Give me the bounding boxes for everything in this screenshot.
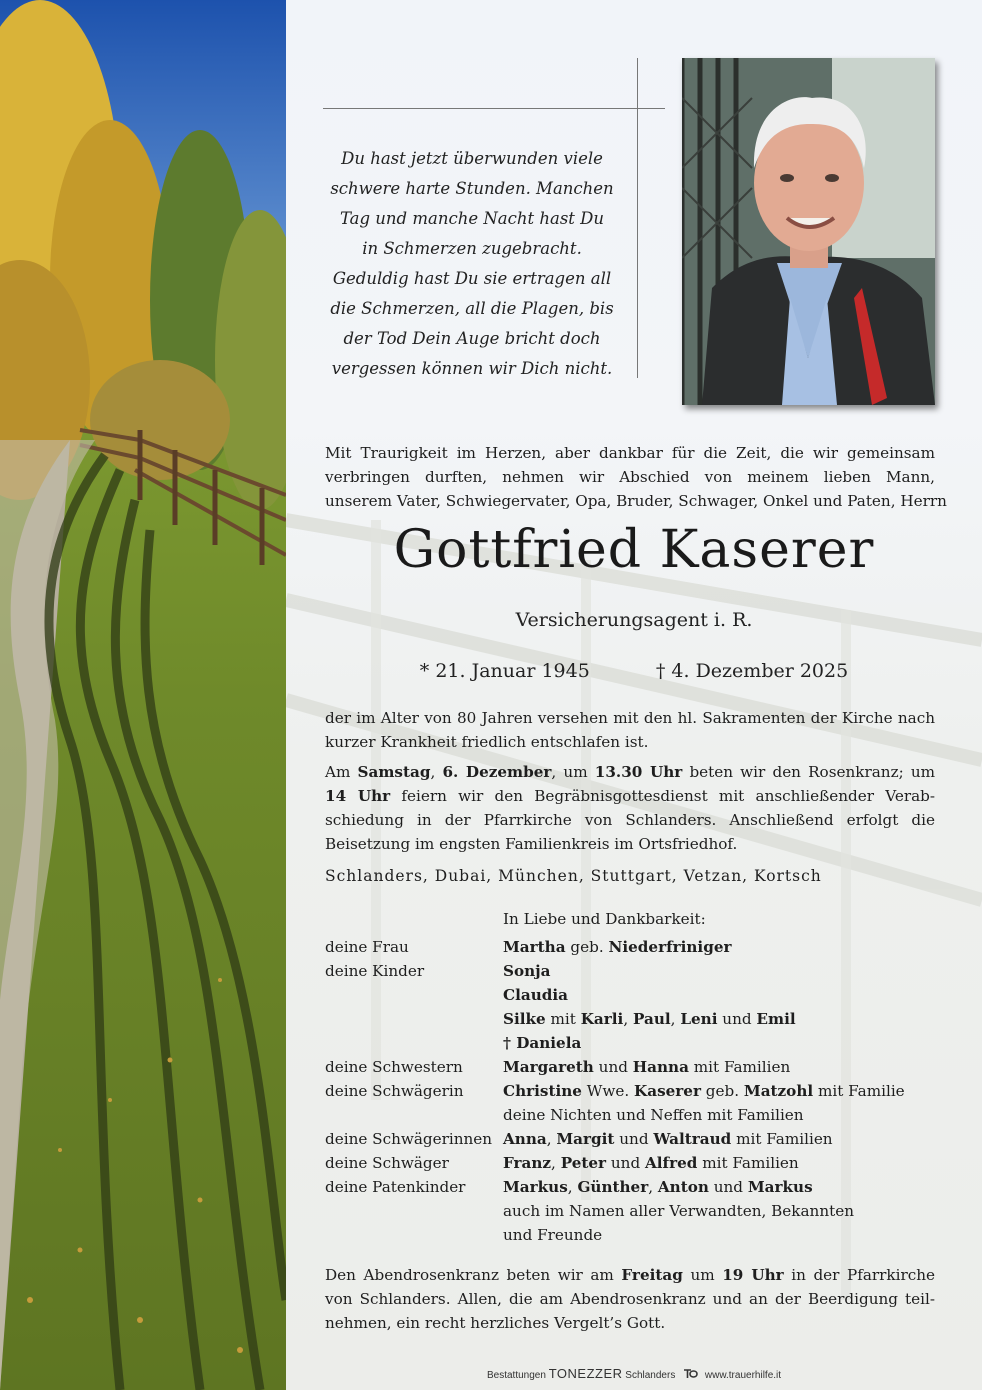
poem-line: Tag und manche Nacht hast Du <box>339 209 605 228</box>
person-name: Emil <box>756 1010 796 1028</box>
family-row <box>325 1127 945 1151</box>
person-name: Karli <box>580 1010 624 1028</box>
person-name: Anna <box>503 1130 547 1148</box>
family-row <box>325 1055 945 1079</box>
relation-label: deine Schwägerinnen <box>325 1130 493 1148</box>
family-connector: und <box>598 1058 628 1076</box>
relation-label <box>325 1223 503 1247</box>
person-name: Margit <box>556 1130 615 1148</box>
person-name: Niederfriniger <box>608 938 732 956</box>
family-names: Anna, Margit und Waltraud mit Familien <box>503 1130 833 1148</box>
closing-time: 19 Uhr <box>722 1266 784 1284</box>
family-connector: mit Familien <box>693 1058 791 1076</box>
footer-town: Schlanders <box>625 1370 676 1381</box>
poem-line: die Schmerzen, all die Plagen, bis <box>330 299 614 318</box>
footer-url: www.trauerhilfe.it <box>704 1370 782 1381</box>
intro-line: verbringen durften, nehmen wir Abschied von meinem lieben Mann, <box>325 468 935 486</box>
funeral-rest: feiern wir den Begräbnisgottesdienst mit anschließender Verab- <box>401 787 936 805</box>
family-connector: und <box>610 1154 641 1172</box>
poem-line: schwere harte Stunden. Manchen <box>330 179 614 198</box>
thanks-heading: In Liebe und Dankbarkeit: <box>503 910 706 928</box>
relation-label: deine Schwestern <box>325 1058 463 1076</box>
person-name: Hanna <box>632 1058 689 1076</box>
relation-label <box>325 983 503 1007</box>
family-connector: und <box>713 1178 744 1196</box>
footer <box>286 1366 982 1383</box>
family-connector: und <box>722 1010 752 1028</box>
relation-label <box>325 1199 503 1223</box>
person-name: † Daniela <box>503 1034 582 1052</box>
funeral-info <box>325 760 935 856</box>
family-row <box>325 1079 945 1103</box>
person-name: Paul <box>632 1010 671 1028</box>
family-connector: geb. <box>570 938 604 956</box>
death-notice-line: kurzer Krankheit friedlich entschlafen ist. <box>325 733 649 751</box>
death-notice-line: der im Alter von 80 Jahren versehen mit den hl. Sakramenten der Kirche nach <box>325 709 935 727</box>
poem-line: Du hast jetzt überwunden viele <box>341 149 603 168</box>
birth-date: * 21. Januar 1945 <box>419 660 590 682</box>
funeral-line <box>325 784 935 808</box>
funeral-time-mass: 14 Uhr <box>325 787 391 805</box>
person-name: Leni <box>680 1010 718 1028</box>
intro-text <box>325 441 947 513</box>
person-name: Sonja <box>503 962 551 980</box>
deceased-profession: Versicherungsagent i. R. <box>515 609 753 631</box>
funeral-date: 6. Dezember <box>442 763 552 781</box>
death-notice <box>325 706 935 754</box>
cross-horizontal <box>323 108 665 109</box>
family-connector: mit <box>550 1010 576 1028</box>
portrait-photo <box>682 58 935 405</box>
relation-label <box>325 1103 503 1127</box>
relation-label: deine Schwägerin <box>325 1082 464 1100</box>
closing-line <box>325 1263 935 1287</box>
family-names <box>503 1031 581 1055</box>
person-name: Kaserer <box>634 1082 701 1100</box>
family-row <box>325 1103 945 1127</box>
person-name: Franz <box>503 1154 552 1172</box>
funeral-line: Beisetzung im engsten Familienkreis im Ortsfriedhof. <box>325 835 738 853</box>
person-name: Margareth <box>503 1058 594 1076</box>
relation-label: deine Schwäger <box>325 1154 449 1172</box>
family-names <box>503 1055 790 1079</box>
family-row <box>325 1007 945 1031</box>
relation-label: deine Patenkinder <box>325 1178 466 1196</box>
poem-line: vergessen können wir Dich nicht. <box>331 359 613 378</box>
family-row <box>325 1175 945 1199</box>
relation-label <box>325 1031 503 1055</box>
funeral-day: Samstag <box>357 763 431 781</box>
family-connector: mit Familie <box>817 1082 905 1100</box>
family-connector: geb. <box>705 1082 740 1100</box>
family-names: Markus, Günther, Anton und Markus <box>503 1178 813 1196</box>
family-names <box>503 983 568 1007</box>
tonezzer-logo-icon <box>682 1368 698 1383</box>
family-names <box>503 1079 905 1103</box>
cross-vertical <box>637 58 638 378</box>
person-name: Peter <box>560 1154 607 1172</box>
intro-line: unserem Vater, Schwiegervater, Opa, Bruder, Schwager, Onkel und Paten, Herrn <box>325 492 947 510</box>
funeral-rest: beten wir den Rosenkranz; um <box>689 763 936 781</box>
family-connector: und <box>619 1130 649 1148</box>
person-name: Markus <box>503 1178 568 1196</box>
funeral-um: , um <box>551 763 588 781</box>
person-name: Waltraud <box>653 1130 732 1148</box>
relation-label: deine Frau <box>325 938 409 956</box>
person-name: Alfred <box>645 1154 698 1172</box>
family-connector: Wwe. <box>586 1082 630 1100</box>
family-connector: mit Familien <box>736 1130 833 1148</box>
closing-text <box>325 1263 935 1335</box>
poem-line: Geduldig hast Du sie ertragen all <box>332 269 612 288</box>
person-name: Markus <box>747 1178 813 1196</box>
closing-day: Freitag <box>621 1266 683 1284</box>
relation-label <box>325 1007 503 1031</box>
closing-um: um <box>690 1266 715 1284</box>
life-dates <box>286 660 982 682</box>
landscape-photo <box>0 0 286 1390</box>
person-name: Silke <box>503 1010 546 1028</box>
closing-line: nehmen, ein recht herzliches Vergelt’s Gott. <box>325 1314 666 1332</box>
funeral-time-rosary: 13.30 Uhr <box>594 763 683 781</box>
closing-pre: Den Abendrosenkranz beten wir am <box>325 1266 614 1284</box>
family-row <box>325 959 945 983</box>
funeral-am: Am <box>325 763 351 781</box>
relation-label: deine Kinder <box>325 962 425 980</box>
family-names <box>503 959 550 983</box>
family-names <box>503 935 731 959</box>
family-row <box>325 983 945 1007</box>
person-name: Claudia <box>503 986 568 1004</box>
family-names: Silke mit Karli, Paul, Leni und Emil <box>503 1010 796 1028</box>
family-names: Franz, Peter und Alfred mit Familien <box>503 1154 799 1172</box>
person-name: Günther <box>577 1178 649 1196</box>
person-name: Anton <box>657 1178 709 1196</box>
person-name: Martha <box>503 938 566 956</box>
family-row <box>325 1199 945 1223</box>
family-names: und Freunde <box>503 1226 603 1244</box>
intro-line: Mit Traurigkeit im Herzen, aber dankbar für die Zeit, die wir gemeinsam <box>325 444 935 462</box>
family-row <box>325 1223 945 1247</box>
family-connector: mit Familien <box>702 1154 799 1172</box>
family-row <box>325 1031 945 1055</box>
footer-prefix: Bestattungen <box>486 1370 546 1381</box>
places-list: Schlanders, Dubai, München, Stuttgart, Vetzan, Kortsch <box>325 867 822 885</box>
poem-line: in Schmerzen zugebracht. <box>362 239 582 258</box>
family-row <box>325 1151 945 1175</box>
deceased-name: Gottfried Kaserer <box>393 520 875 580</box>
family-row <box>325 935 945 959</box>
funeral-line: Am Samstag, 6. Dezember, um 13.30 Uhr beten wir den Rosenkranz; um <box>325 763 936 781</box>
closing-line: von Schlanders. Allen, die am Abendrosenkranz und an der Beerdigung teil- <box>325 1290 935 1308</box>
family-names: deine Nichten und Neffen mit Familien <box>503 1106 804 1124</box>
family-list <box>325 935 945 1247</box>
family-names: auch im Namen aller Verwandten, Bekannten <box>503 1202 854 1220</box>
person-name: Matzohl <box>743 1082 814 1100</box>
death-date: † 4. Dezember 2025 <box>655 660 849 682</box>
closing-post: in der Pfarrkirche <box>791 1266 936 1284</box>
footer-brand: TONEZZER <box>548 1366 623 1381</box>
poem <box>322 144 622 384</box>
poem-line: der Tod Dein Auge bricht doch <box>343 329 601 348</box>
person-name: Christine <box>503 1082 582 1100</box>
funeral-line: schiedung in der Pfarrkirche von Schlanders. Anschließend erfolgt die <box>325 811 935 829</box>
